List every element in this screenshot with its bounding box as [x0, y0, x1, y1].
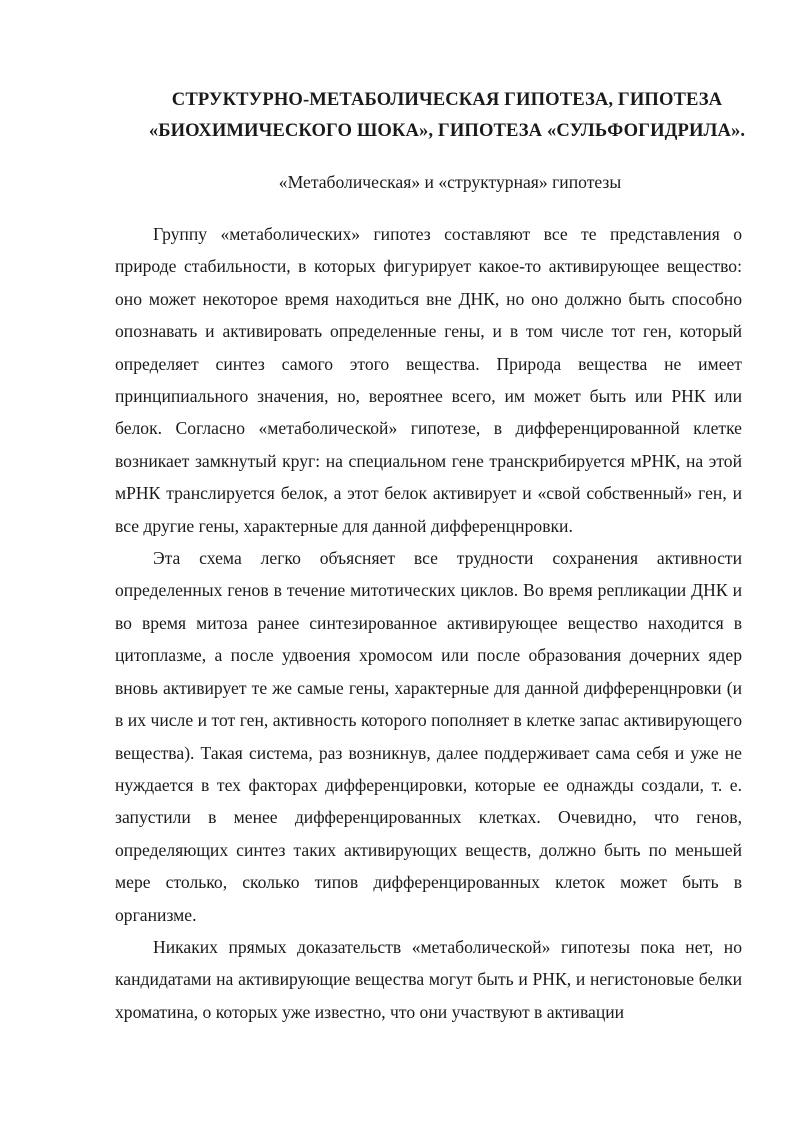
title-line-1: СТРУКТУРНО-МЕТАБОЛИЧЕСКАЯ ГИПОТЕЗА, ГИПОТЕЗА — [171, 89, 723, 110]
section-subtitle: «Метаболическая» и «структурная» гипотезы — [278, 172, 622, 192]
paragraph-3: Никаких прямых доказательств «метаболической» гипотезы пока нет, но кандидатами на активирующие вещества могут быть и РНК, и негистоновые белки хроматина, о которых уже известно, что они участвуют в активации — [115, 936, 742, 1022]
document-title — [112, 84, 782, 146]
document-body — [115, 218, 742, 1028]
paragraph-2: Эта схема легко объясняет все трудности сохранения активности определенных генов в течение митотических циклов. Во время репликации ДНК и во время митоза ранее синтезированное активирующее вещество находится в цитоплазме, а после удвоения хромосом или после образования дочерних ядер вновь активирует те же самые гены, характерные для данной дифференцнровки (и в их числе и тот ген, активность которого пополняет в клетке запас активирующего вещества). Такая система, раз возникнув, далее поддерживает сама себя и уже не нуждается в тех факторах дифференцировки, которые ее однажды создали, т. е. запустили в менее дифференцированных клетках. Очевидно, что генов, определяющих синтез таких активирующих веществ, должно быть по меньшей мере столько, сколько типов дифференцированных клеток может быть в организме. — [115, 548, 742, 925]
title-line-2: «БИОХИМИЧЕСКОГО ШОКА», ГИПОТЕЗА «СУЛЬФОГИДРИЛА». — [148, 120, 746, 141]
paragraph-1: Группу «метаболических» гипотез составляют все те представления о природе стабильности, в которых фигурирует какое-то активирующее вещество: оно может некоторое время находиться вне ДНК, но оно должно быть способно опознавать и активировать определенные гены, и в том числе тот ген, который определяет синтез самого этого вещества. Природа вещества не имеет принципиального значения, но, вероятнее всего, им может быть или РНК или белок. Согласно «метаболической» гипотезе, в дифференцированной клетке возникает замкнутый круг: на специальном гене транскрибируется мРНК, на этой мРНК транслируется белок, а этот белок активирует и «свой собственный» ген, и все другие гены, характерные для данной дифференцнровки. — [115, 224, 742, 536]
